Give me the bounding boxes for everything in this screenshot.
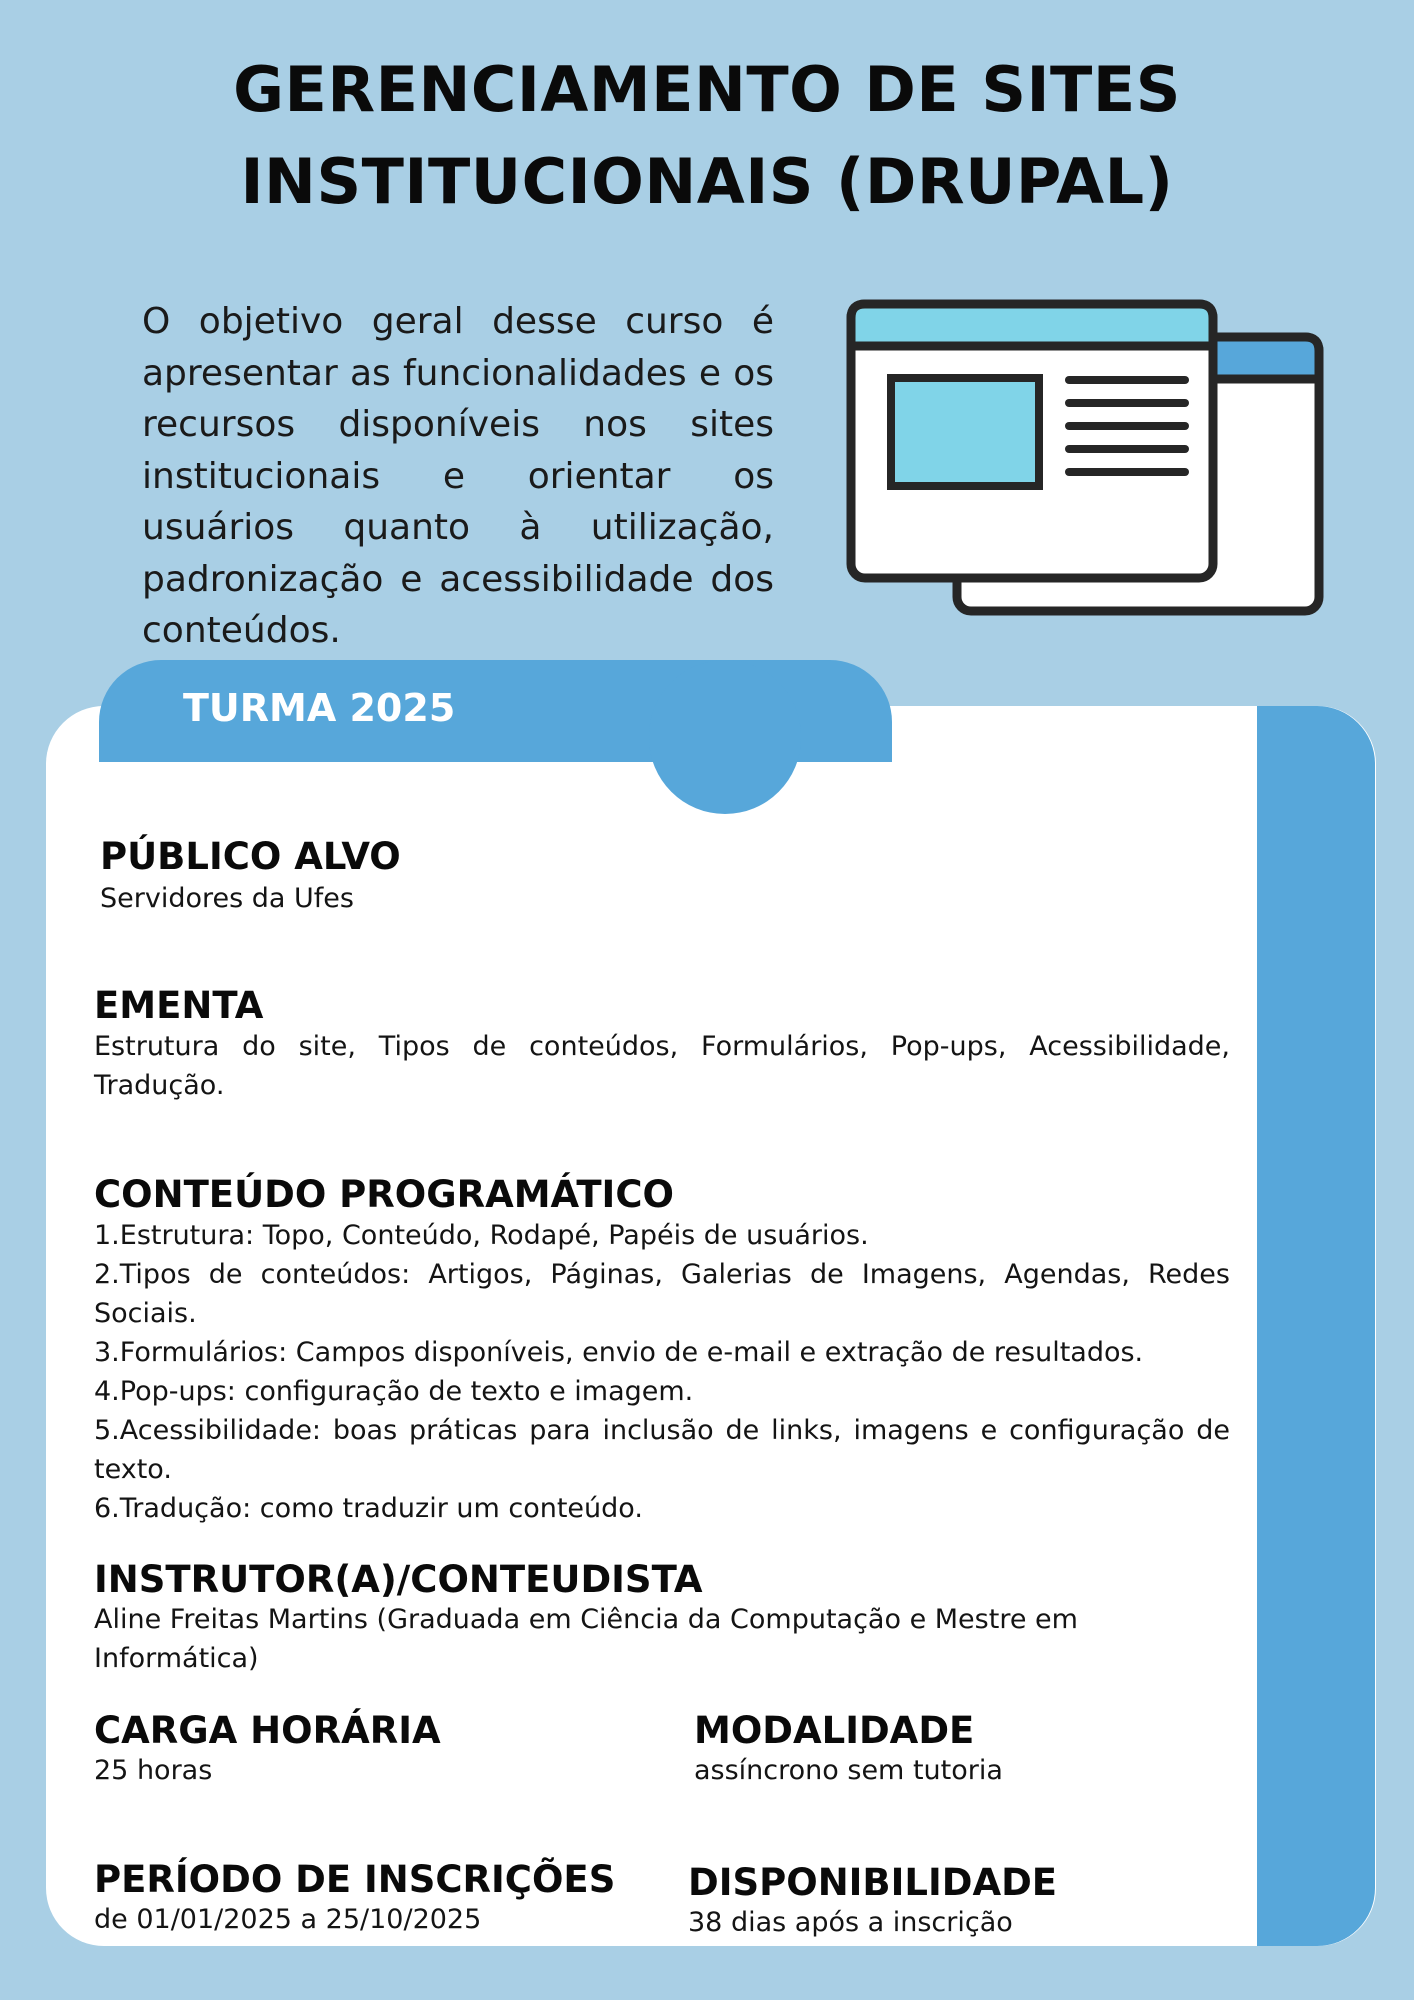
instructor-text: Aline Freitas Martins (Graduada em Ciência da Computação e Mestre em Informática) xyxy=(94,1604,1078,1674)
program-item: 5.Acessibilidade: boas práticas para inclusão de links, imagens e configuração de texto. xyxy=(94,1415,1230,1485)
workload-text: 25 horas xyxy=(94,1755,213,1786)
website-windows-icon xyxy=(845,298,1325,618)
availability-heading: DISPONIBILIDADE xyxy=(688,1861,1058,1904)
page-title-line-2: INSTITUCIONAIS (DRUPAL) xyxy=(240,145,1174,218)
enrollment-period-heading: PERÍODO DE INSCRIÇÕES xyxy=(94,1858,616,1901)
page-title xyxy=(0,44,1414,228)
availability-text: 38 dias após a inscrição xyxy=(688,1907,1013,1938)
image-placeholder xyxy=(891,378,1039,486)
workload-heading: CARGA HORÁRIA xyxy=(94,1709,441,1752)
program-item: 2.Tipos de conteúdos: Artigos, Páginas, Galerias de Imagens, Agendas, Redes Sociais. xyxy=(94,1259,1230,1329)
program-list xyxy=(94,1216,1230,1528)
class-tab-bump xyxy=(649,660,801,814)
program-heading: CONTEÚDO PROGRAMÁTICO xyxy=(94,1173,674,1216)
audience-text: Servidores da Ufes xyxy=(100,883,354,914)
program-item: 1.Estrutura: Topo, Conteúdo, Rodapé, Papéis de usuários. xyxy=(94,1220,869,1251)
modality-heading: MODALIDADE xyxy=(694,1709,975,1752)
front-window-titlebar xyxy=(851,304,1213,346)
page-title-line-1: GERENCIAMENTO DE SITES xyxy=(233,53,1181,126)
instructor-heading: INSTRUTOR(A)/CONTEUDISTA xyxy=(94,1558,703,1601)
audience-heading: PÚBLICO ALVO xyxy=(100,835,401,878)
program-item: 3.Formulários: Campos disponíveis, envio de e-mail e extração de resultados. xyxy=(94,1337,1144,1368)
syllabus-heading: EMENTA xyxy=(94,984,264,1027)
enrollment-period-text: de 01/01/2025 a 25/10/2025 xyxy=(94,1904,482,1935)
course-objective: O objetivo geral desse curso é apresentar as funcionalidades e os recursos disponíveis nos sites institucionais e orientar os usuários quanto à utilização, padronização e acessibilidade dos conteúdos. xyxy=(142,301,774,651)
syllabus-text: Estrutura do site, Tipos de conteúdos, Formulários, Pop-ups, Acessibilidade, Tradução. xyxy=(94,1031,1230,1101)
program-item: 6.Tradução: como traduzir um conteúdo. xyxy=(94,1493,643,1524)
class-tab-label: TURMA 2025 xyxy=(183,686,456,730)
program-item: 4.Pop-ups: configuração de texto e imagem. xyxy=(94,1376,694,1407)
card-side-stripe xyxy=(1257,706,1375,1946)
modality-text: assíncrono sem tutoria xyxy=(694,1755,1003,1786)
